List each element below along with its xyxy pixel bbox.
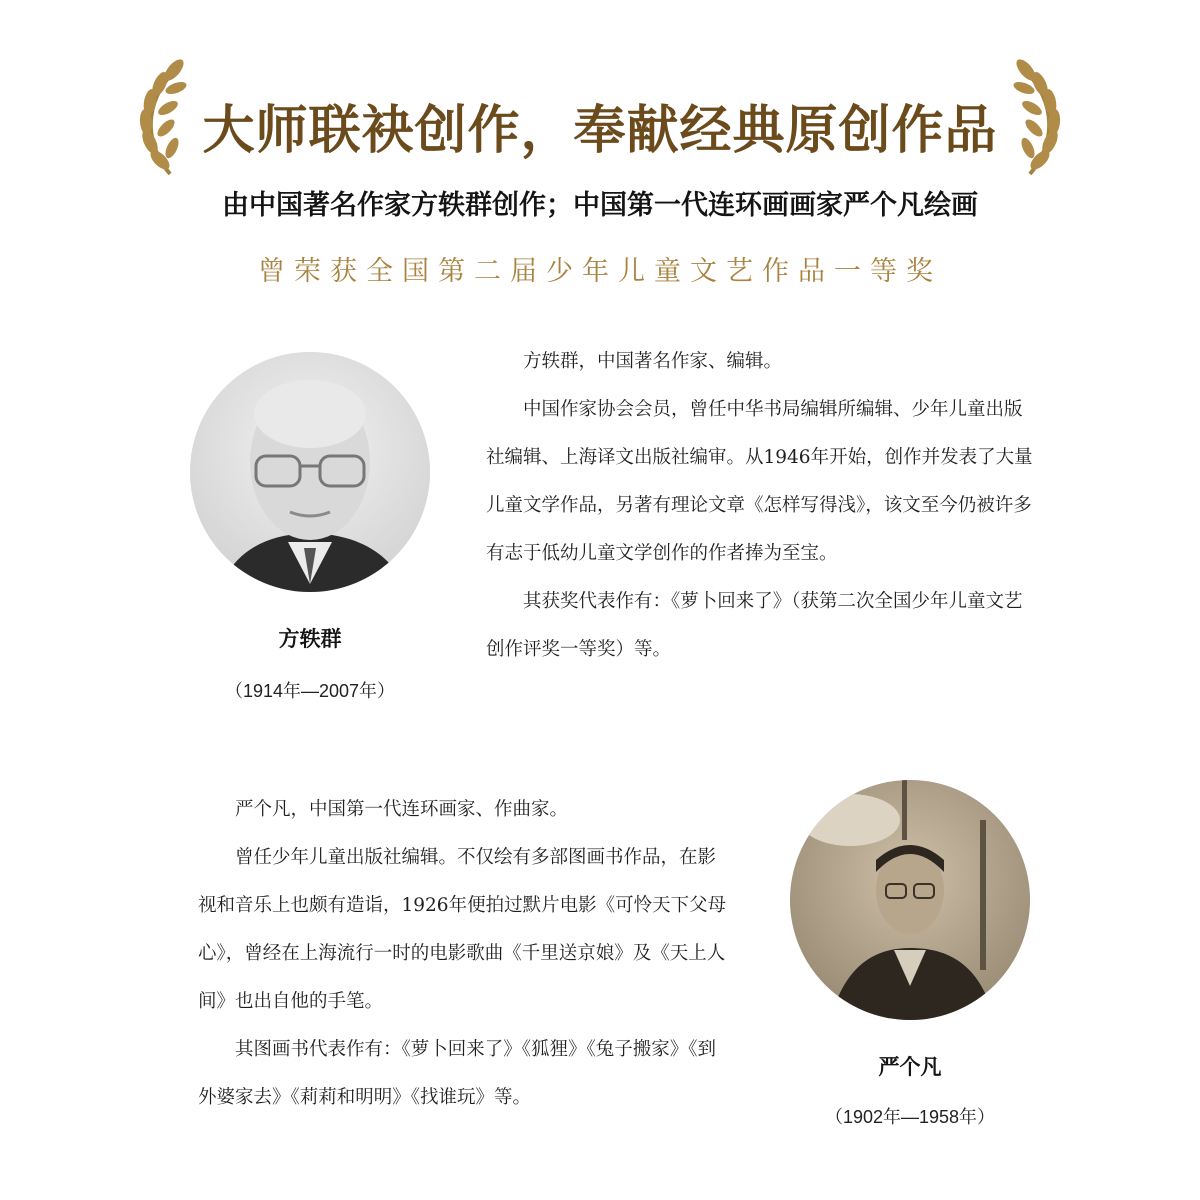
author2-bio-paragraph: 曾任少年儿童出版社编辑。不仅绘有多部图画书作品，在影视和音乐上也颇有造诣，1926年便拍过默片电影《可怜天下父母心》，曾经在上海流行一时的电影歌曲《千里送京娘》及《天上人间》也出自他的手笔。 bbox=[198, 847, 727, 1012]
author1-bio-paragraph: 方轶群，中国著名作家、编辑。 bbox=[523, 351, 783, 372]
author1-bio-paragraph: 其获奖代表作有：《萝卜回来了》（获第二次全国少年儿童文艺创作评奖一等奖）等。 bbox=[486, 591, 1023, 660]
author1-bio-paragraph: 中国作家协会会员，曾任中华书局编辑所编辑、少年儿童出版社编辑、上海译文出版社编审。从1946年开始，创作并发表了大量儿童文学作品，另著有理论文章《怎样写得浅》，该文至今仍被许多有志于低幼儿童文学创作的作者捧为至宝。 bbox=[486, 399, 1033, 564]
subtitle: 由中国著名作家方轶群创作；中国第一代连环画画家严个凡绘画 bbox=[222, 190, 978, 221]
page-title: 大师联袂创作，奉献经典原创作品 bbox=[202, 101, 998, 161]
author1-bio bbox=[486, 338, 1034, 674]
author2-bio-paragraph: 严个凡，中国第一代连环画家、作曲家。 bbox=[235, 799, 569, 820]
author1-dates: （1914年—2007年） bbox=[224, 681, 396, 701]
author2-portrait bbox=[790, 780, 1030, 1020]
author2-bio-paragraph: 其图画书代表作有：《萝卜回来了》《狐狸》《兔子搬家》《到外婆家去》《莉莉和明明》《找谁玩》等。 bbox=[198, 1039, 717, 1108]
author1-name: 方轶群 bbox=[278, 627, 342, 651]
award-line: 曾荣获全国第二届少年儿童文艺作品一等奖 bbox=[258, 256, 942, 287]
author2-dates: （1902年—1958年） bbox=[824, 1107, 996, 1127]
author2-name: 严个凡 bbox=[878, 1055, 942, 1079]
author2-bio bbox=[198, 786, 734, 1122]
author1-portrait bbox=[190, 352, 430, 592]
